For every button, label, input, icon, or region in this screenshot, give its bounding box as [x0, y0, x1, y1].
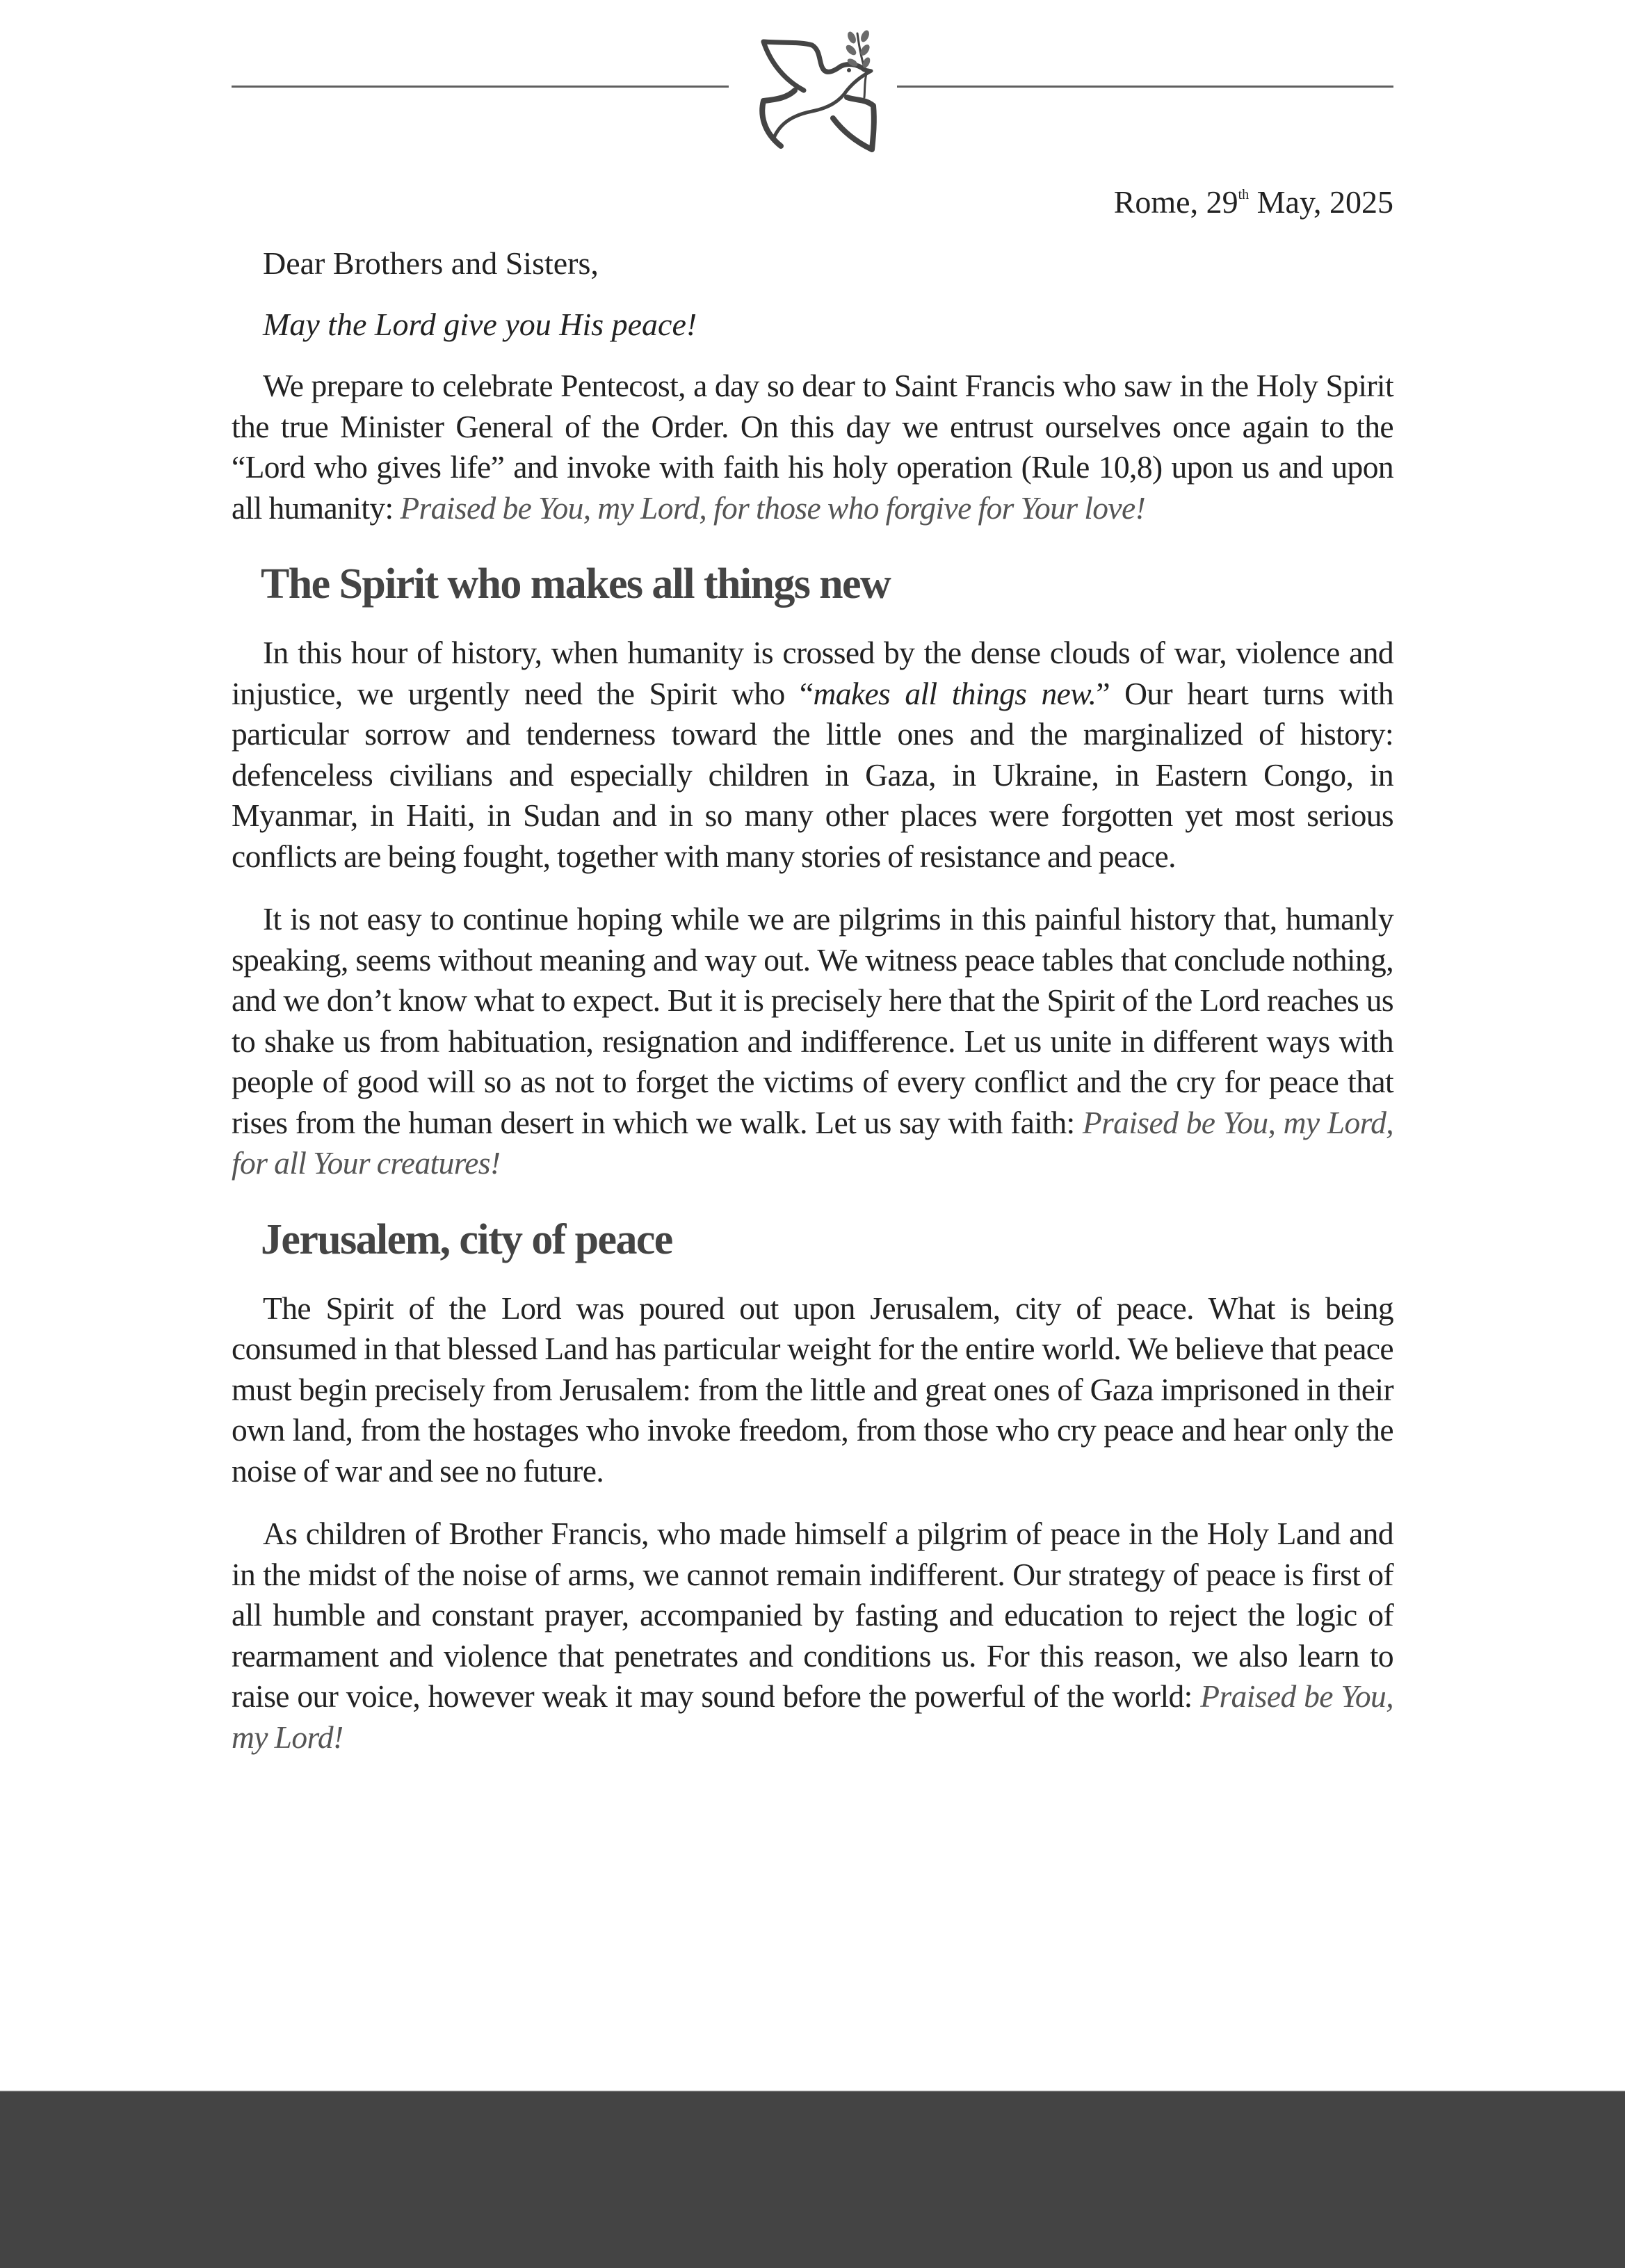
dateline-ordinal: th [1238, 187, 1250, 202]
paragraph-text: The Spirit of the Lord was poured out upon Jerusalem, city of peace. What is being consumed in that blessed Land has particular weight for the entire world. We believe that peace must begin precisely from Jerusalem: from the little and great ones of Gaza imprisoned in their own land, from the hostages who invoke freedom, from those who cry peace and hear only the noise of war and see no future. [232, 1290, 1393, 1489]
letter-body [232, 182, 1393, 1780]
paragraph-praise: Praised be You, my Lord! [232, 1678, 1393, 1755]
section2-paragraph-1 [232, 1288, 1393, 1492]
greeting: May the Lord give you His peace! [263, 307, 697, 342]
header-rule-right [897, 86, 1393, 88]
section2-paragraph-2 [232, 1514, 1393, 1758]
intro-praise: Praised be You, my Lord, for those who forgive for Your love! [400, 489, 1146, 526]
footer-band [0, 2091, 1625, 2268]
dove-right-wing [833, 97, 874, 149]
paragraph-praise: Praised be You, my Lord, for all Your creatures! [232, 1104, 1394, 1181]
letterhead [232, 21, 1393, 153]
paragraph-text: As children of Brother Francis, who made himself a pilgrim of peace in the Holy Land and in the midst of the noise of arms, we cannot remain indifferent. Our strategy of peace is first of all humble and constant prayer, accompanied by fasting and education to reject the logic of rearmament and violence that penetrates and conditions us. For this reason, we also learn to raise our voice, however weak it may sound before the powerful of the world: [232, 1516, 1393, 1714]
section1-paragraph-2 [232, 899, 1393, 1184]
section-heading-jerusalem: Jerusalem, city of peace [261, 1215, 672, 1263]
paragraph-text: It is not easy to continue hoping while we are pilgrims in this painful history that, humanly speaking, seems without meaning and way out. We witness peace tables that conclude nothing, and we don’t know what to expect. But it is precisely here that the Spirit of the Lord reaches us to shake us from habituation, resignation and indifference. Let us unite in different ways with people of good will so as not to forget the victims of every conflict and the cry for peace that rises from the human desert in which we walk. Let us say with faith: [232, 901, 1393, 1140]
paragraph-text: ” Our heart turns with particular sorrow and tenderness toward the little ones and the marginalized of history: defenceless civilians and especially children in Gaza, in Ukraine, in Eastern Congo, in Myanmar, in Haiti, in Sudan and in so many other places were forgotten yet most serious conflicts are being fought, together with many stories of resistance and peace. [232, 675, 1393, 874]
salutation: Dear Brothers and Sisters, [263, 245, 599, 281]
dateline [232, 182, 1393, 222]
header-rule-left [232, 86, 729, 88]
dove-eye [847, 68, 851, 72]
intro-text: We prepare to celebrate Pentecost, a day so dear to Saint Francis who saw in the Holy Spirit the true Minister General of the Order. On this day we entrust ourselves once again to the “Lord who gives life” and invoke with faith his holy operation (Rule 10,8) upon us and upon all humanity: [232, 368, 1393, 526]
intro-paragraph [232, 366, 1393, 528]
dove-with-olive-branch-icon [743, 21, 882, 153]
dateline-date: Rome, 29 [1113, 184, 1238, 220]
paragraph-text: In this hour of history, when humanity is crossed by the dense clouds of war, violence and injustice, we urgently need the Spirit who “ [232, 635, 1393, 711]
dateline-month-year: May, 2025 [1249, 184, 1393, 220]
quoted-italic: makes all things new. [813, 675, 1097, 711]
section1-paragraph-1 [232, 633, 1393, 877]
section-heading-spirit: The Spirit who makes all things new [261, 560, 891, 608]
dove-upper-wing-inner [763, 42, 804, 90]
